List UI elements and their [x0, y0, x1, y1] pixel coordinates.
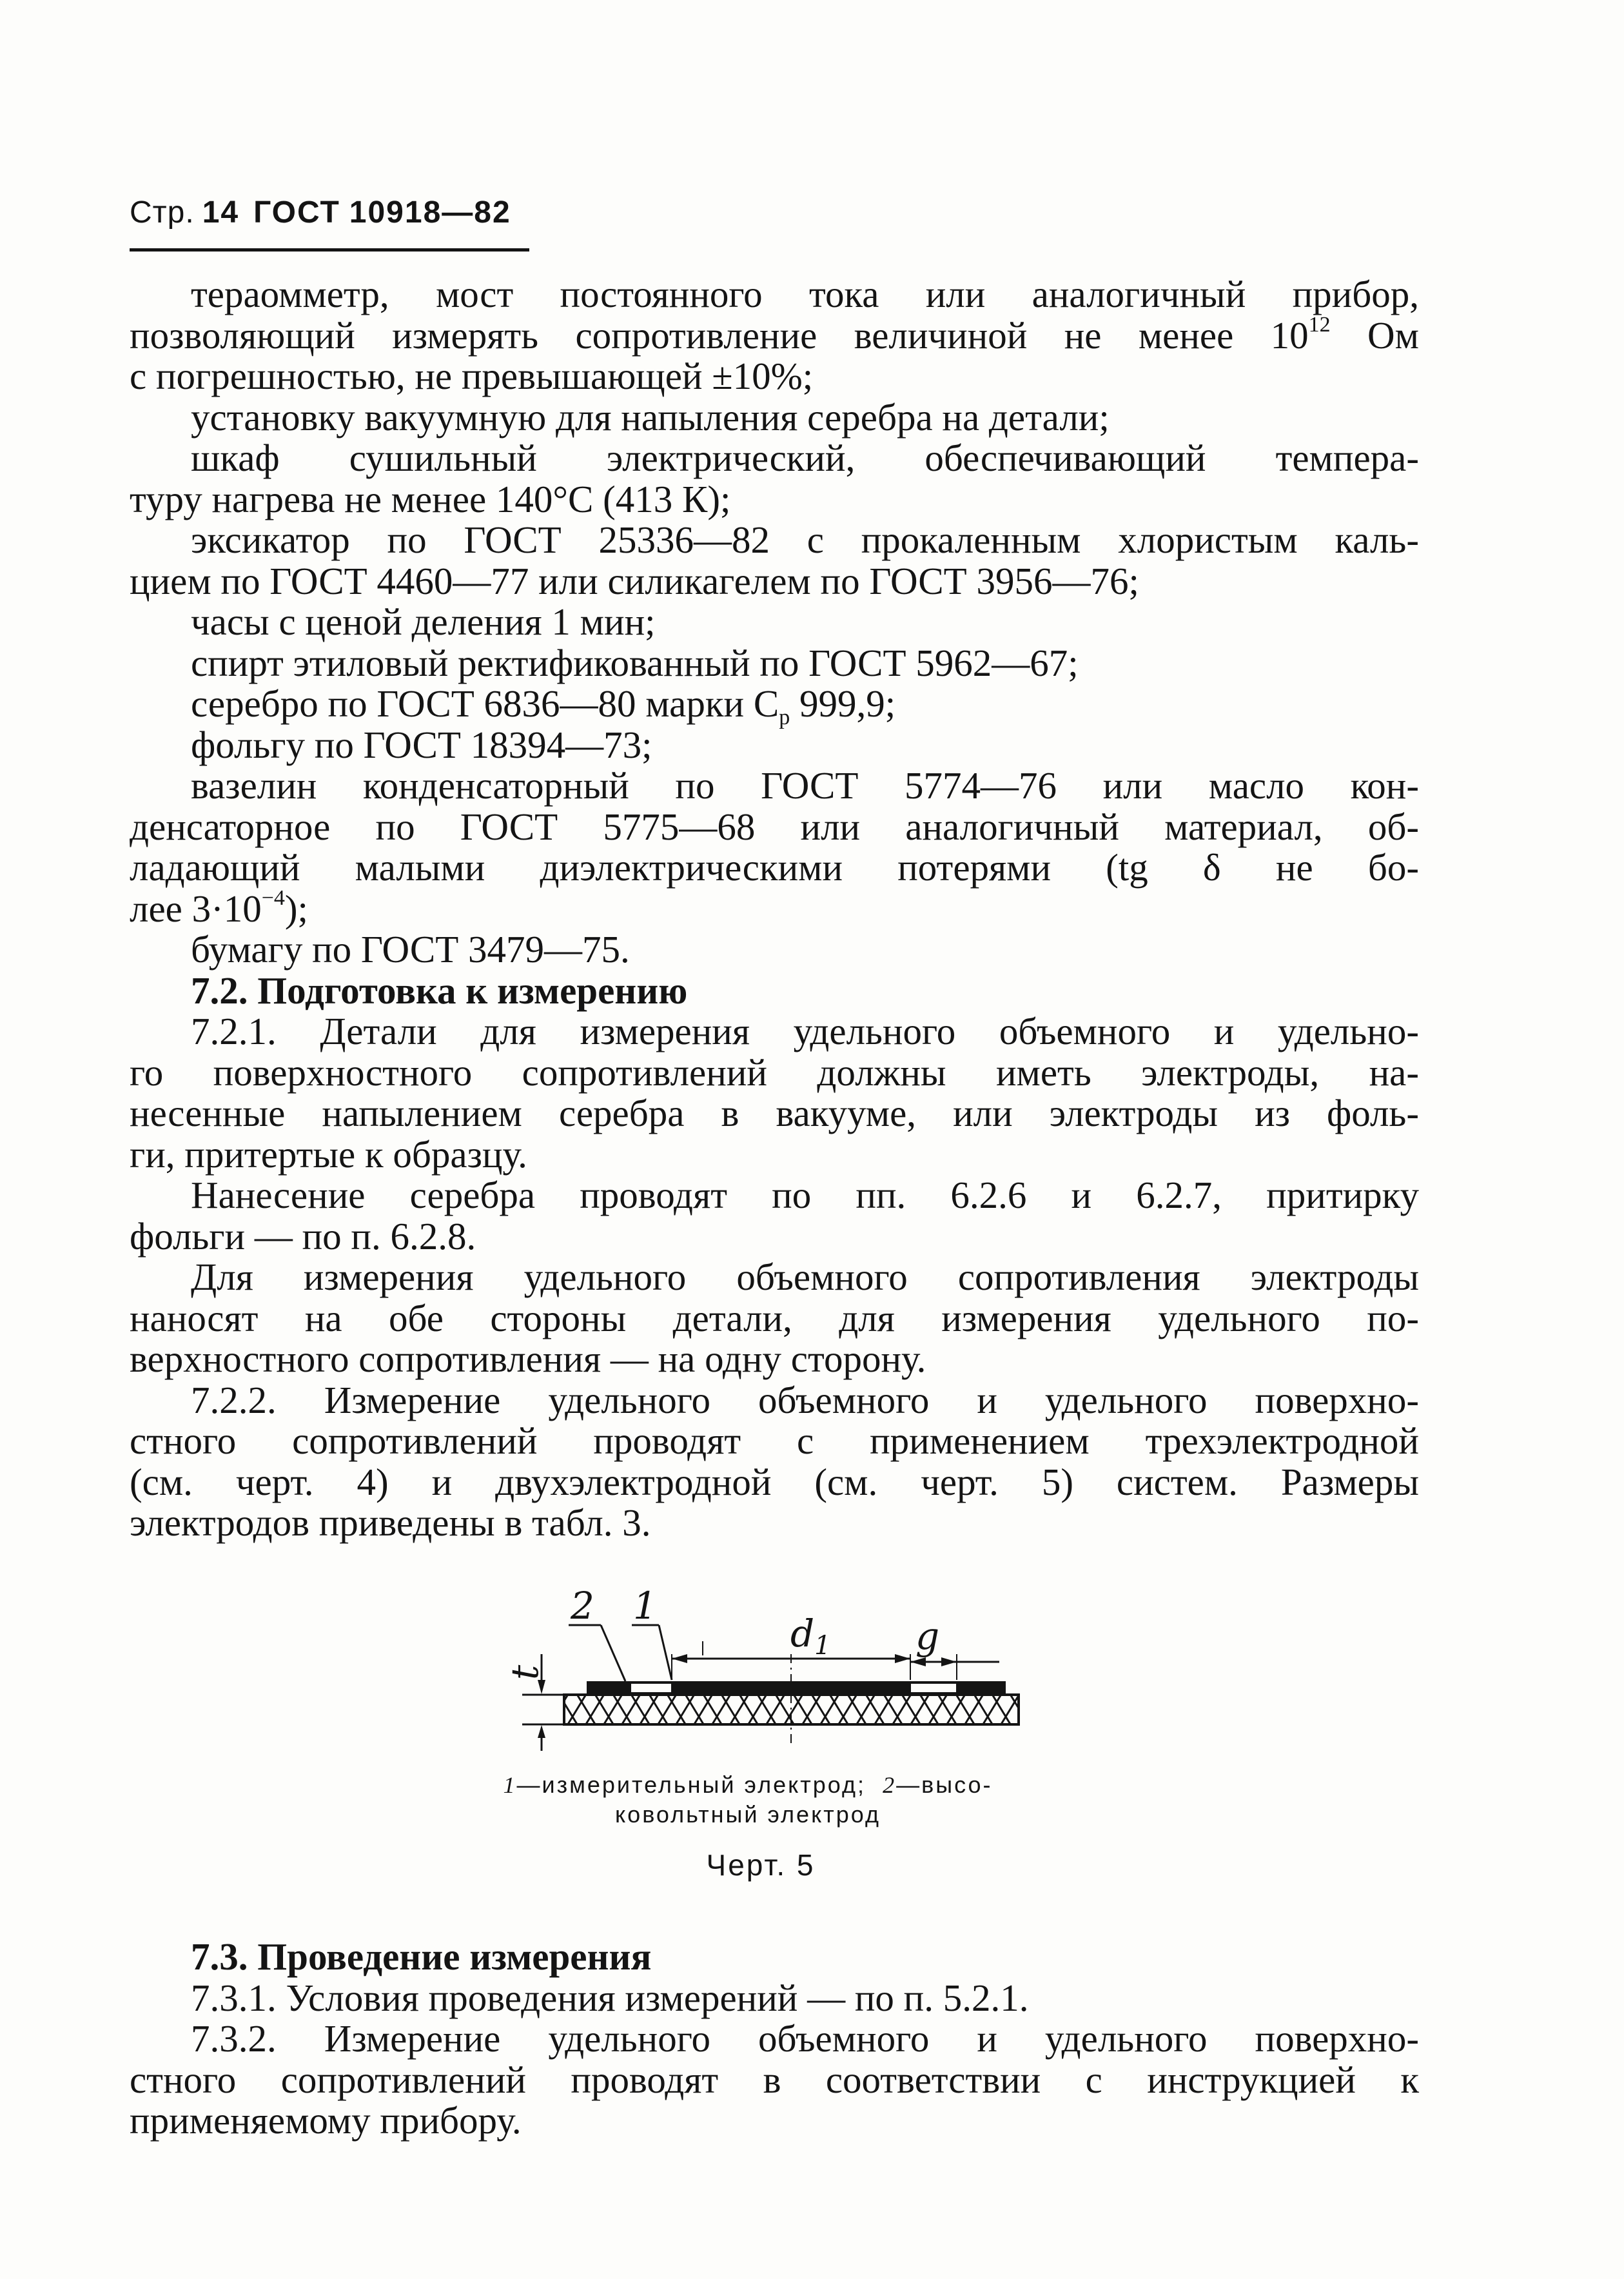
text-line: 7.2.1. Детали для измерения удельного объемного и удельно-: [191, 1010, 1419, 1052]
leader-2: [569, 1584, 625, 1681]
page-label: Стр.: [130, 195, 195, 230]
gap-right: [910, 1683, 957, 1693]
section-heading: 7.3. Проведение измерения: [191, 1935, 652, 1978]
body-text: [130, 274, 1419, 1544]
page-number: 14: [202, 195, 240, 230]
section-heading: 7.2. Подготовка к измерению: [191, 969, 688, 1012]
text-line: тераомметр, мост постоянного тока или аналогичный прибор,: [191, 273, 1419, 315]
text-line: стного сопротивлений проводят в соответствии с инструкцией к: [130, 2058, 1419, 2101]
text-line: электродов приведены в табл. 3.: [130, 1501, 651, 1544]
thickness-dimension: [503, 1654, 547, 1751]
text-line: 7.3.1. Условия проведения измерений — по п. 5.2.1.: [191, 1976, 1029, 2019]
figure-caption: 1—измерительный электрод; 2—высо- ковольтный электрод: [503, 1771, 993, 1828]
standard-label: ГОСТ: [253, 195, 340, 230]
text-line: го поверхностного сопротивлений должны иметь электроды, на-: [130, 1051, 1419, 1094]
d1-dimension: [672, 1612, 910, 1680]
figure-title: Черт. 5: [706, 1848, 816, 1882]
page-header: [130, 195, 511, 230]
label-g: g: [915, 1614, 940, 1658]
text-line: бумагу по ГОСТ 3479—75.: [191, 928, 630, 971]
text-line: позволяющий измерять сопротивление величиной не менее $10^{12}$ Ом: [130, 312, 1419, 357]
text-line: ладающий малыми диэлектрическими потерями (tg δ не бо-: [130, 846, 1419, 889]
text-line: с погрешностью, не превышающей ±10%;: [130, 355, 814, 397]
text-line: фольги — по п. 6.2.8.: [130, 1214, 476, 1258]
gap-left: [631, 1683, 672, 1693]
text-line: серебро по ГОСТ 6836—80 марки $С_р$ 999,9;: [191, 682, 896, 729]
body-text-continued: [130, 1937, 1419, 2142]
electrode-diagram: [503, 1583, 1051, 1757]
text-line: эксикатор по ГОСТ 25336—82 с прокаленным хлористым каль-: [191, 518, 1419, 561]
text-line: туру нагрева не менее 140°С (413 К);: [130, 477, 731, 520]
standard-code: 10918—82: [349, 195, 511, 230]
label-t: t: [503, 1664, 547, 1680]
header-rule: [130, 248, 529, 252]
text-line: 7.3.2. Измерение удельного объемного и удельного поверхно-: [191, 2017, 1419, 2060]
text-line: (см. черт. 4) и двухэлектродной (см. черт. 5) систем. Размеры: [130, 1460, 1419, 1503]
text-line: 7.2.2. Измерение удельного объемного и удельного поверхно-: [191, 1378, 1419, 1421]
text-line: денсаторное по ГОСТ 5775—68 или аналогичный материал, об-: [130, 805, 1419, 848]
g-dimension: [910, 1614, 999, 1680]
text-line: ги, притертые к образцу.: [130, 1132, 527, 1176]
text-line: стного сопротивлений проводят с применением трехэлектродной: [130, 1419, 1419, 1462]
text-line: наносят на обе стороны детали, для измерения удельного по-: [130, 1296, 1419, 1339]
text-line: Нанесение серебра проводят по пп. 6.2.6 и 6.2.7, притирку: [191, 1174, 1419, 1216]
text-line: фольгу по ГОСТ 18394—73;: [191, 723, 652, 766]
text-line: лее $3\cdot 10^{-4}$);: [130, 885, 308, 930]
text-line: несенные напылением серебра в вакууме, или электроды из фоль-: [130, 1092, 1419, 1134]
text-line: верхностного сопротивления — на одну сторону.: [130, 1337, 926, 1380]
text-line: применяемому прибору.: [130, 2099, 522, 2142]
text-line: Для измерения удельного объемного сопротивления электроды: [191, 1256, 1419, 1298]
text-line: спирт этиловый ректификованный по ГОСТ 5962—67;: [191, 641, 1079, 684]
text-line: вазелин конденсаторный по ГОСТ 5774—76 или масло кон-: [191, 764, 1419, 807]
text-line: установку вакуумную для напыления серебра на детали;: [191, 395, 1110, 439]
label-d1: d: [790, 1612, 815, 1655]
text-line: часы с ценой деления 1 мин;: [191, 600, 656, 643]
svg-text:d1: $d_1$: [790, 1612, 831, 1661]
label-2: 2: [571, 1584, 594, 1628]
label-1: 1: [633, 1584, 657, 1628]
leader-1: [632, 1584, 672, 1680]
text-line: шкаф сушильный электрический, обеспечивающий темпера-: [191, 437, 1419, 479]
text-line: цием по ГОСТ 4460—77 или силикагелем по ГОСТ 3956—76;: [130, 559, 1139, 602]
